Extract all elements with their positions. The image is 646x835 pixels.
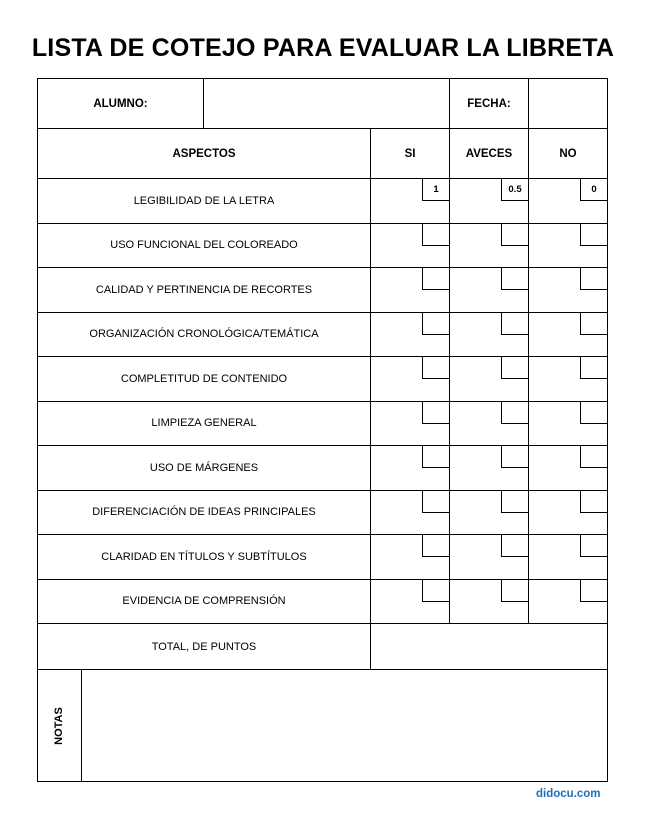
score-box-aveces[interactable] — [501, 535, 528, 557]
score-box-si[interactable] — [422, 313, 449, 335]
column-header-aspects: ASPECTOS — [38, 129, 371, 179]
score-box-si[interactable] — [422, 535, 449, 557]
score-box-no[interactable] — [580, 268, 607, 290]
score-cell-no[interactable] — [529, 268, 608, 313]
student-label: ALUMNO: — [38, 79, 204, 129]
score-cell-no[interactable] — [529, 402, 608, 447]
score-cell-no[interactable] — [529, 580, 608, 625]
score-cell-no[interactable] — [529, 446, 608, 491]
score-box-aveces[interactable] — [501, 491, 528, 513]
score-box-si[interactable]: 1 — [422, 179, 449, 201]
score-cell-aveces[interactable] — [450, 535, 529, 580]
score-cell-si[interactable] — [371, 446, 450, 491]
score-box-no[interactable] — [580, 402, 607, 424]
score-cell-si[interactable] — [371, 535, 450, 580]
score-cell-si[interactable] — [371, 224, 450, 269]
score-cell-aveces[interactable] — [450, 357, 529, 402]
score-box-aveces[interactable] — [501, 268, 528, 290]
total-field[interactable] — [371, 624, 608, 670]
score-cell-si[interactable] — [371, 268, 450, 313]
aspect-row-label: LEGIBILIDAD DE LA LETRA — [38, 179, 371, 224]
score-cell-no[interactable] — [529, 179, 608, 224]
score-box-si[interactable] — [422, 580, 449, 602]
score-box-aveces[interactable] — [501, 580, 528, 602]
score-cell-si[interactable] — [371, 491, 450, 536]
score-cell-aveces[interactable] — [450, 313, 529, 358]
score-cell-si[interactable] — [371, 179, 450, 224]
score-cell-no[interactable] — [529, 313, 608, 358]
aspect-row-label: CALIDAD Y PERTINENCIA DE RECORTES — [38, 268, 371, 313]
score-box-no[interactable] — [580, 446, 607, 468]
score-cell-si[interactable] — [371, 580, 450, 625]
score-box-aveces[interactable] — [501, 402, 528, 424]
score-cell-aveces[interactable] — [450, 268, 529, 313]
score-box-aveces[interactable]: 0.5 — [501, 179, 528, 201]
score-cell-si[interactable] — [371, 357, 450, 402]
score-box-no[interactable] — [580, 313, 607, 335]
column-header-aveces: AVECES — [450, 129, 529, 179]
score-cell-si[interactable] — [371, 402, 450, 447]
score-box-no[interactable] — [580, 491, 607, 513]
score-box-aveces[interactable] — [501, 313, 528, 335]
aspect-row-label: DIFERENCIACIÓN DE IDEAS PRINCIPALES — [38, 491, 371, 536]
score-cell-no[interactable] — [529, 535, 608, 580]
score-box-no[interactable] — [580, 357, 607, 379]
notes-field[interactable] — [82, 670, 608, 782]
score-cell-no[interactable] — [529, 491, 608, 536]
score-box-aveces[interactable] — [501, 224, 528, 246]
score-box-no[interactable] — [580, 224, 607, 246]
notes-label: NOTAS — [53, 706, 65, 745]
student-field[interactable] — [204, 79, 450, 129]
total-label: TOTAL, DE PUNTOS — [38, 624, 371, 670]
score-cell-no[interactable] — [529, 224, 608, 269]
score-box-aveces[interactable] — [501, 357, 528, 379]
score-box-si[interactable] — [422, 224, 449, 246]
column-header-no: NO — [529, 129, 608, 179]
checklist-table — [37, 78, 608, 782]
score-box-no[interactable]: 0 — [580, 179, 607, 201]
score-box-no[interactable] — [580, 535, 607, 557]
brand-link[interactable]: didocu.com — [536, 788, 601, 800]
score-cell-aveces[interactable] — [450, 179, 529, 224]
score-cell-aveces[interactable] — [450, 580, 529, 625]
aspect-row-label: LIMPIEZA GENERAL — [38, 402, 371, 447]
date-label: FECHA: — [450, 79, 529, 129]
score-cell-aveces[interactable] — [450, 491, 529, 536]
aspect-row-label: USO DE MÁRGENES — [38, 446, 371, 491]
page-title: LISTA DE COTEJO PARA EVALUAR LA LIBRETA — [31, 34, 615, 62]
aspect-row-label: ORGANIZACIÓN CRONOLÓGICA/TEMÁTICA — [38, 313, 371, 358]
score-box-si[interactable] — [422, 357, 449, 379]
score-cell-aveces[interactable] — [450, 402, 529, 447]
score-box-si[interactable] — [422, 491, 449, 513]
column-header-si: SI — [371, 129, 450, 179]
score-box-si[interactable] — [422, 402, 449, 424]
score-box-no[interactable] — [580, 580, 607, 602]
date-field[interactable] — [529, 79, 608, 129]
score-cell-si[interactable] — [371, 313, 450, 358]
aspect-row-label: CLARIDAD EN TÍTULOS Y SUBTÍTULOS — [38, 535, 371, 580]
score-cell-aveces[interactable] — [450, 224, 529, 269]
score-box-si[interactable] — [422, 446, 449, 468]
score-cell-aveces[interactable] — [450, 446, 529, 491]
score-box-aveces[interactable] — [501, 446, 528, 468]
aspect-row-label: COMPLETITUD DE CONTENIDO — [38, 357, 371, 402]
score-cell-no[interactable] — [529, 357, 608, 402]
score-box-si[interactable] — [422, 268, 449, 290]
aspect-row-label: USO FUNCIONAL DEL COLOREADO — [38, 224, 371, 269]
aspect-row-label: EVIDENCIA DE COMPRENSIÓN — [38, 580, 371, 625]
